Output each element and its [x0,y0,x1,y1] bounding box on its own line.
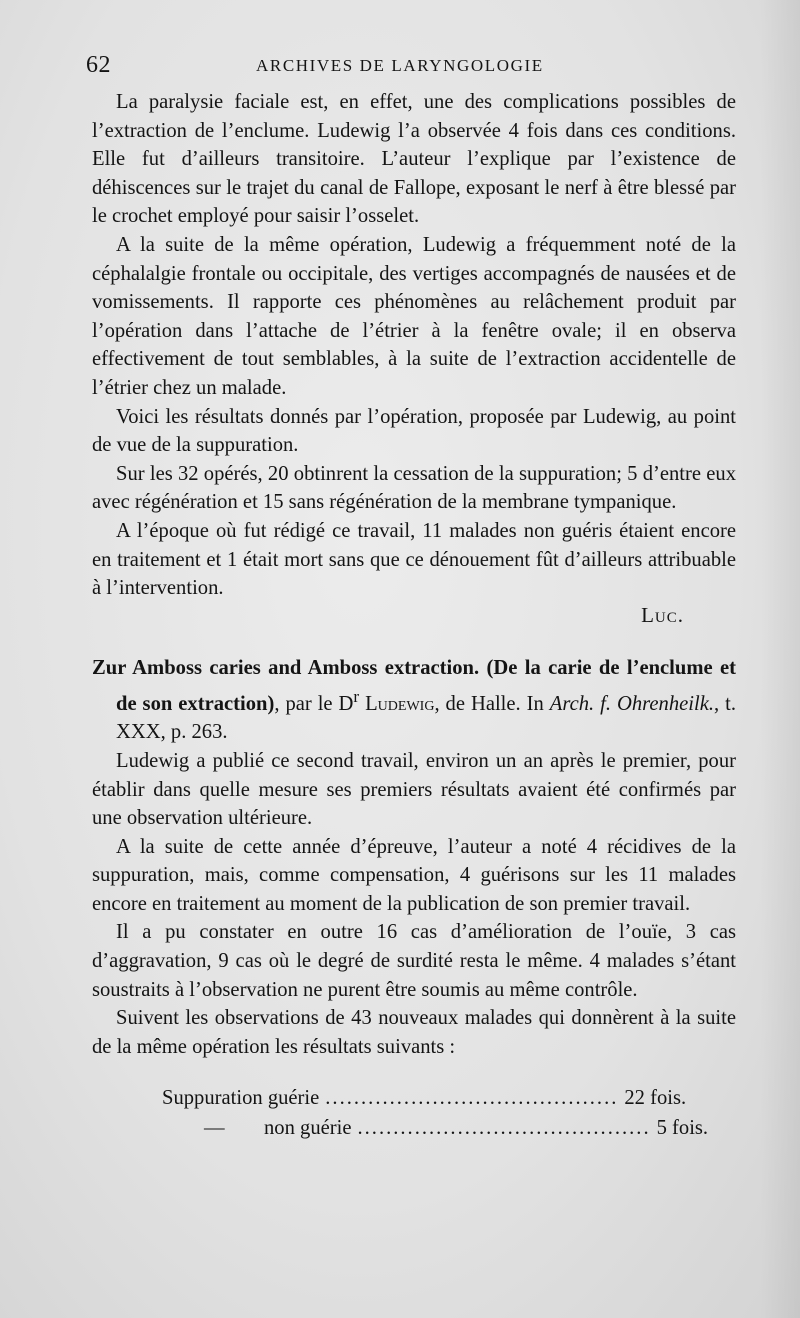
review-journal: Arch. f. Ohrenheilk. [549,692,715,715]
running-head: ARCHIVES DE LARYNGOLOGIE [256,56,544,75]
page-header [86,52,736,82]
paragraph: Ludewig a publié ce second travail, environ un an après le premier, pour établir dans quelle mesure ses premiers résultats avaient été confirmés par une observation ultérieure. [92,749,736,830]
page-number: 62 [86,52,111,78]
review-place: , de Halle. In [434,692,550,715]
ditto-dash: — [204,1117,225,1140]
dot-leader: ......................................... [357,1117,651,1140]
paragraph: A la suite de cette année d’épreuve, l’auteur a noté 4 récidives de la suppuration, mais, comme compensation, 4 guérisons sur les 11 malades encore en traitement au moment de la publication de son premier travail. [92,835,736,915]
result-value: 5 fois. [656,1117,709,1140]
paragraph: Sur les 32 opérés, 20 obtinrent la cessation de la suppuration; 5 d’entre eux avec régénération et 15 sans régénération de la membrane tympanique. [92,462,736,514]
result-label [204,1113,352,1143]
dot-leader: ......................................... [325,1087,619,1110]
result-label: Suppuration guérie [162,1087,320,1110]
review-author: Ludewig [365,692,435,715]
body-text [92,88,736,1143]
review-title [92,654,736,747]
review-title-french: (De la carie de l’enclume et de son extraction) [116,657,737,715]
paragraph: Suivent les observations de 43 nouveaux malades qui donnèrent à la suite de la même opération les résultats suivants : [92,1007,736,1058]
paragraph: A la suite de la même opération, Ludewig a fréquemment noté de la céphalalgie frontale ou occipitale, des vertiges accompagnés de nausées et de vomissements. Il rapporte ces phénomènes au relâchement produit par l’opération dans l’attache de l’étrier à la fenêtre ovale; il en observa effectivement de tout semblables, à la suite de l’extraction accidentelle de l’étrier chez un malade. [92,233,736,399]
result-value: 22 fois. [624,1087,687,1110]
doctor-superscript: r [353,686,360,706]
paragraph: La paralysie faciale est, en effet, une des complications possibles de l’extraction de l’enclume. Ludewig l’a observée 4 fois dans ces conditions. Elle fut d’ailleurs transitoire. L’auteur l’explique par l’existence de déhiscences sur le trajet du canal de Fallope, exposant le nerf à être blessé par le crochet employé pour saisir l’osselet. [92,91,736,228]
review-by: , par le D [274,692,354,715]
review-citation: , t. XXX, p. 263. [116,692,736,744]
results-list [92,1083,736,1143]
paragraph: Voici les résultats donnés par l’opération, proposée par Ludewig, au point de vue de la suppuration. [92,405,736,457]
result-label-text: non guérie [264,1117,352,1140]
paragraph: A l’époque où fut rédigé ce travail, 11 malades non guéris étaient encore en traitement et 1 était mort sans que ce dénouement fût d’ailleurs attribuable à l’intervention. [92,519,736,600]
signature: Luc. [641,602,684,627]
result-row [92,1083,736,1113]
page-edge-shadow [760,0,800,1318]
paragraph: Il a pu constater en outre 16 cas d’amélioration de l’ouïe, 3 cas d’aggravation, 9 cas où le degré de surdité resta le même. 4 malades s’étant soustraits à l’observation ne purent être soumis au même contrôle. [92,921,736,1001]
result-row [92,1113,736,1143]
review-title-german: Zur Amboss caries and Amboss extraction. [92,657,480,680]
